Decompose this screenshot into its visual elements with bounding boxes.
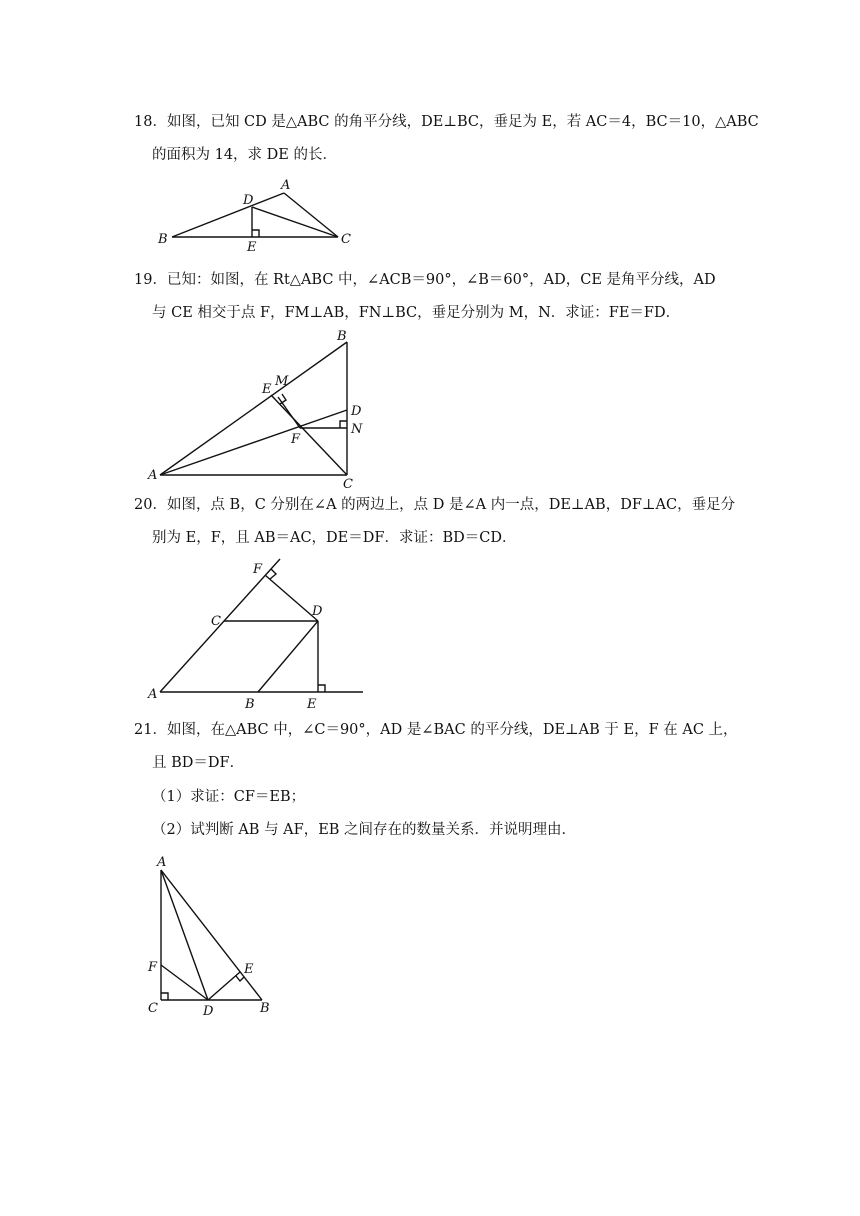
- label-E: E: [262, 382, 272, 397]
- label-F: F: [253, 562, 263, 577]
- label-B: B: [245, 697, 255, 712]
- segment-AB: [160, 342, 347, 475]
- segment-AD: [160, 410, 347, 475]
- problem-21-part-2: （2）试判断 AB 与 AF，EB 之间存在的数量关系．并说明理由．: [152, 822, 577, 838]
- label-N: N: [351, 422, 363, 437]
- right-angle-mark-C: [161, 993, 168, 1000]
- problem-20-line-1: 20．如图，点 B，C 分别在∠A 的两边上，点 D 是∠A 内一点，DE⊥AB，DF⊥AC，垂足分: [134, 497, 736, 513]
- label-F: F: [291, 432, 301, 447]
- label-D: D: [351, 404, 362, 419]
- label-F: F: [148, 960, 158, 975]
- problem-21-part-1: （1）求证：CF＝EB；: [152, 789, 306, 805]
- problem-18-line-2: 的面积为 14，求 DE 的长．: [152, 147, 337, 163]
- label-B: B: [337, 329, 347, 344]
- problem-21-line-1: 21．如图，在△ABC 中，∠C＝90°，AD 是∠BAC 的平分线，DE⊥AB 于 E，F 在 AC 上，: [134, 722, 738, 738]
- problem-18-figure: [150, 175, 370, 255]
- label-D: D: [203, 1004, 214, 1019]
- segment-BD: [258, 621, 318, 692]
- segment-DE: [208, 972, 240, 1000]
- label-A: A: [157, 855, 167, 870]
- segment-FM: [278, 397, 300, 428]
- label-D: D: [243, 193, 254, 208]
- label-D: D: [312, 604, 323, 619]
- segment-AB: [161, 870, 262, 1000]
- label-B: B: [260, 1001, 270, 1016]
- label-E: E: [247, 240, 257, 255]
- label-A: A: [148, 687, 158, 702]
- right-angle-mark: [252, 230, 259, 237]
- segment-AC: [284, 193, 338, 237]
- right-angle-mark-F: [270, 569, 276, 579]
- segment-DC: [252, 207, 338, 237]
- problem-21-line-2: 且 BD＝DF．: [152, 755, 245, 771]
- label-C: C: [148, 1001, 158, 1016]
- right-angle-mark-N: [340, 421, 347, 428]
- label-A: A: [148, 468, 158, 483]
- right-angle-mark-E: [318, 685, 325, 692]
- problem-20-figure: [145, 555, 375, 715]
- segment-DF: [265, 575, 318, 621]
- problem-20-line-2: 别为 E，F，且 AB＝AC，DE＝DF．求证：BD＝CD．: [152, 530, 517, 546]
- label-C: C: [343, 477, 353, 492]
- problem-19-line-1: 19．已知：如图，在 Rt△ABC 中，∠ACB＝90°，∠B＝60°，AD，CE 是角平分线，AD: [134, 272, 716, 288]
- label-E: E: [307, 697, 317, 712]
- problem-21-figure: [140, 850, 290, 1025]
- segment-CE: [271, 395, 347, 475]
- label-A: A: [281, 178, 291, 193]
- problem-18-line-1: 18．如图，已知 CD 是△ABC 的角平分线，DE⊥BC，垂足为 E，若 AC＝4，BC＝10，△ABC: [134, 114, 759, 130]
- problem-19-line-2: 与 CE 相交于点 F，FM⊥AB，FN⊥BC，垂足分别为 M，N．求证：FE＝FD．: [152, 305, 681, 321]
- label-E: E: [244, 962, 254, 977]
- problem-19-figure: [145, 325, 385, 490]
- label-C: C: [211, 614, 221, 629]
- label-M: M: [275, 374, 289, 389]
- segment-BA: [172, 193, 284, 237]
- segment-AD: [161, 870, 208, 1000]
- right-angle-mark-E: [236, 976, 244, 981]
- right-angle-mark-M: [280, 394, 286, 404]
- label-C: C: [341, 232, 351, 247]
- label-B: B: [158, 232, 168, 247]
